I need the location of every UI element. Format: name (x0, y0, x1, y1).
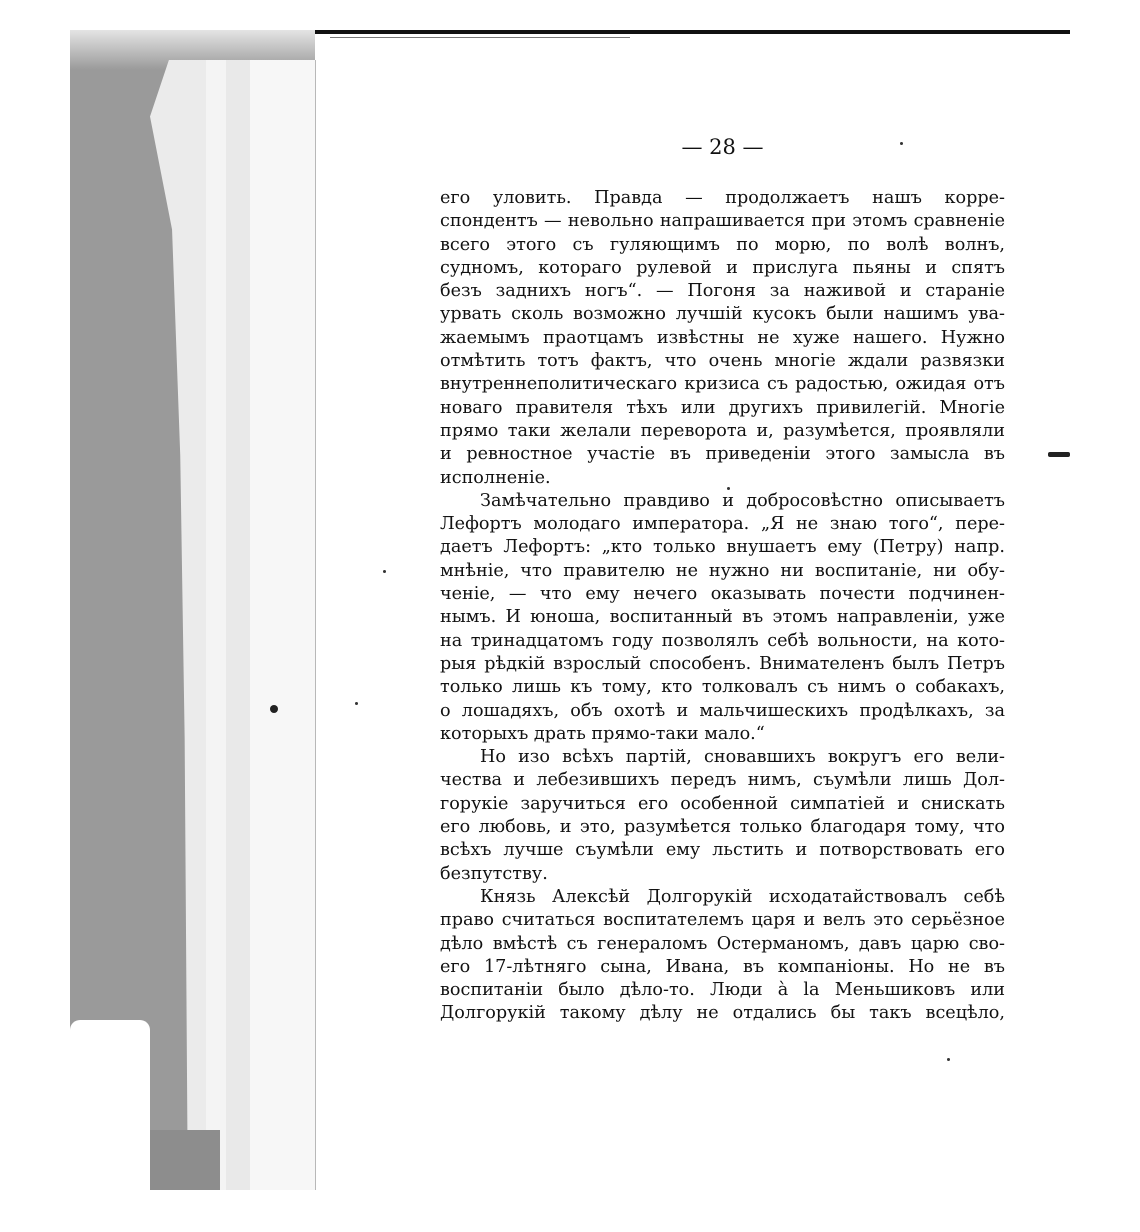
text-line: воспитаніи было дѣло-то. Люди à la Меньшиковъ или (440, 980, 1005, 1001)
text-line: дѣло вмѣстѣ съ генераломъ Остерманомъ, давъ царю сво- (440, 933, 1005, 954)
page-edge-strip (226, 60, 251, 1190)
text-line: на тринадцатомъ году позволялъ себѣ вольности, на кото- (440, 630, 1005, 651)
text-line: новаго правителя тѣхъ или другихъ привилегій. Многіе (440, 397, 1005, 418)
scan-top-border (315, 30, 1070, 34)
text-line: горукіе заручиться его особенной симпатіей и снискать (440, 793, 1005, 814)
ink-speck (947, 1058, 950, 1061)
text-line: Но изо всѣхъ партій, сновавшихъ вокругъ его вели- (480, 747, 1005, 768)
text-line: ченіе, — что ему нечего оказывать почести подчинен- (440, 584, 1005, 605)
text-line: которыхъ драть прямо-таки мало.“ (440, 723, 765, 744)
text-line: отмѣтить тотъ фактъ, что очень многіе ждали развязки (440, 351, 1005, 372)
scan-top-border-thin (330, 37, 630, 38)
text-line: его уловить. Правда — продолжаетъ нашъ корре- (440, 188, 1005, 208)
page-edge-strip (250, 60, 316, 1190)
text-line: безпутству. (440, 863, 548, 884)
text-line: Лефортъ молодаго императора. „Я не знаю того“, пере- (440, 514, 1005, 535)
text-line: о лошадяхъ, объ охотѣ и мальчишескихъ продѣлкахъ, за (440, 700, 1005, 721)
text-line: спондентъ — невольно напрашивается при этомъ сравненіе (440, 211, 1005, 232)
text-line: всѣхъ лучше съумѣли ему льстить и потворствовать его (440, 840, 1005, 861)
ink-speck (383, 570, 386, 573)
text-line: мнѣніе, что правителю не нужно ни воспитаніе, ни обу- (440, 560, 1005, 581)
text-line: Долгорукій такому дѣлу не отдались бы такъ всецѣло, (440, 1003, 1005, 1024)
text-line: судномъ, котораго рулевой и прислуга пьяны и спятъ (440, 257, 1005, 278)
text-line: всего этого съ гуляющимъ по морю, по волѣ волнъ, (440, 234, 1005, 255)
paragraph (440, 187, 1005, 490)
text-line: чества и лебезившихъ передъ нимъ, съумѣли лишь Дол- (440, 770, 1005, 791)
margin-ink-mark (1048, 452, 1070, 457)
text-line: исполненіе. (440, 467, 551, 488)
text-line: только лишь къ тому, кто толковалъ съ нимъ о собакахъ, (440, 677, 1005, 698)
text-line: прямо таки желали переворота и, разумѣется, проявляли (440, 420, 1005, 441)
paragraph (440, 746, 1005, 886)
body-text (440, 187, 1005, 1026)
text-line: его 17-лѣтняго сына, Ивана, въ компаніоны. Но не въ (440, 956, 1005, 977)
text-line: Князь Алексѣй Долгорукій исходатайствовалъ себѣ (480, 886, 1005, 907)
text-line: его любовь, и это, разумѣется только благодаря тому, что (440, 817, 1005, 838)
text-line: жаемымъ праотцамъ извѣстны не хуже нашего. Нужно (440, 327, 1005, 348)
text-line: Замѣчательно правдиво и добросовѣстно описываетъ (480, 490, 1005, 511)
text-line: и ревностное участіе въ приведеніи этого замысла въ (440, 444, 1005, 465)
text-line: нымъ. И юноша, воспитанный въ этомъ направленіи, уже (440, 607, 1005, 628)
page-number: — 28 — (681, 135, 764, 159)
text-line: безъ заднихъ ногъ“. — Погоня за наживой и стараніе (440, 281, 1005, 302)
text-line: внутреннеполитическаго кризиса съ радостью, ожидая отъ (440, 374, 1005, 395)
text-line: рыя рѣдкій взрослый способенъ. Внимателенъ былъ Петръ (440, 653, 1005, 674)
ink-speck (355, 702, 358, 705)
gutter-paper-notch (70, 1020, 150, 1190)
ink-blot (270, 705, 278, 713)
text-line: урвать сколь возможно лучшій кусокъ были нашимъ ува- (440, 304, 1005, 325)
text-line: даетъ Лефортъ: „кто только внушаетъ ему (Петру) напр. (440, 537, 1005, 558)
paragraph (440, 490, 1005, 746)
text-line: право считаться воспитателемъ царя и велъ это серьёзное (440, 910, 1005, 931)
paragraph (440, 886, 1005, 1026)
